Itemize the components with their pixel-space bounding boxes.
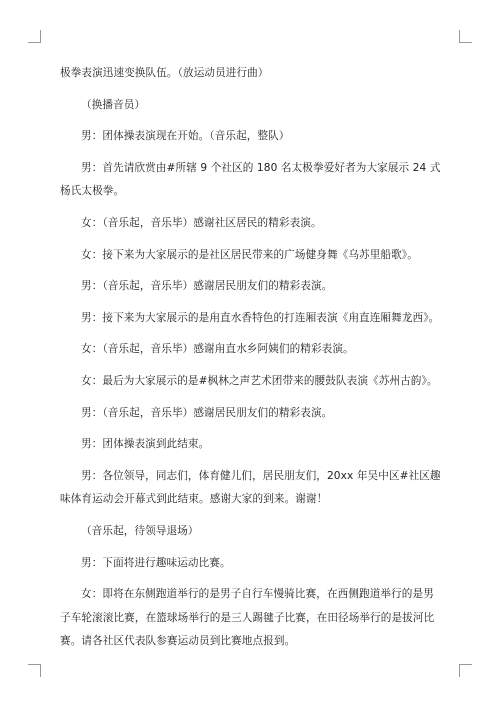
paragraph: （音乐起，待领导退场） — [81, 524, 199, 537]
paragraph: 男：下面将进行趣味运动比赛。 — [81, 556, 231, 569]
paragraph: 男：（音乐起，音乐毕）感谢居民朋友们的精彩表演。 — [81, 406, 333, 419]
paragraph: 男：团体操表演到此结束。 — [81, 438, 210, 451]
paragraph: 男：团体操表演现在开始。（音乐起，整队） — [81, 130, 290, 143]
document-body — [60, 62, 442, 662]
corner-mark-top-right — [459, 30, 472, 43]
paragraph: 女：最后为大家展示的是#枫林之声艺术团带来的腰鼓队表演《苏州古韵》。 — [81, 374, 438, 387]
paragraph: 男：（音乐起，音乐毕）感谢居民朋友们的精彩表演。 — [81, 280, 333, 293]
corner-mark-bottom-left — [28, 664, 41, 677]
paragraph: 男：接下来为大家展示的是甪直水香特色的打连厢表演《甪直连厢舞龙西》。 — [81, 311, 440, 324]
paragraph: 女：（音乐起，音乐毕）感谢甪直水乡阿姨们的精彩表演。 — [81, 343, 354, 356]
paragraph: 男：首先请欣赏由#所辖 9 个社区的 180 名太极拳爱好者为大家展示 24 式杨氏太极拳。 — [60, 161, 441, 198]
paragraph: 女：即将在东侧跑道举行的是男子自行车慢骑比赛，在西侧跑道举行的是男子车轮滚滚比赛，在篮球场举行的是三人踢毽子比赛，在田径场举行的是拔河比赛。请各社区代表队参赛运动员到比赛地点报到。 — [60, 588, 435, 648]
paragraph: 女：（音乐起，音乐毕）感谢社区居民的精彩表演。 — [81, 216, 322, 229]
paragraph: 男：各位领导，同志们，体育健儿们，居民朋友们，20xx 年吴中区#社区趣味体育运动会开幕式到此结束。感谢大家的到来。谢谢！ — [60, 469, 441, 506]
paragraph: 女：接下来为大家展示的是社区居民带来的广场健身舞《乌苏里船歌》。 — [81, 248, 418, 261]
paragraph: 极拳表演迅速变换队伍。（放运动员进行曲） — [60, 67, 269, 79]
corner-mark-bottom-right — [459, 664, 472, 677]
corner-mark-top-left — [28, 30, 41, 43]
paragraph: （换播音员） — [81, 98, 146, 111]
